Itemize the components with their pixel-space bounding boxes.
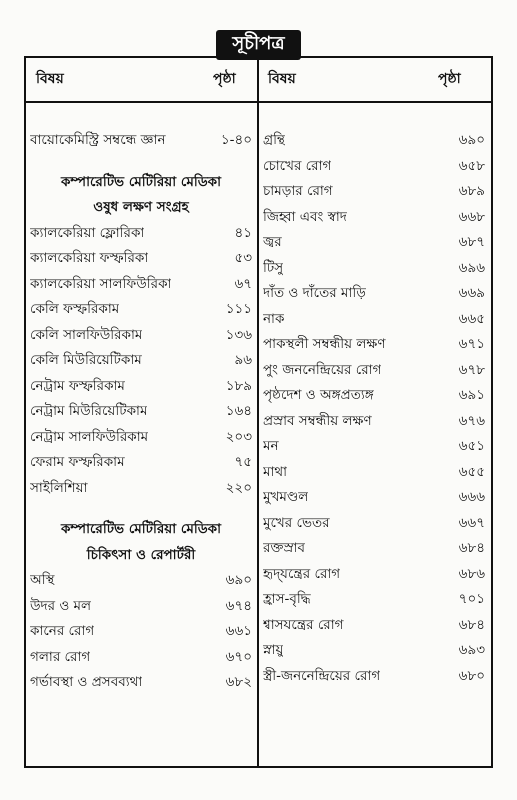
left-column bbox=[30, 112, 252, 696]
entry-title: হ্রাস-বৃদ্ধি bbox=[263, 591, 311, 608]
entry-title: উদর ও মল bbox=[30, 597, 92, 614]
entry-page-number: ৬৬৫ bbox=[458, 310, 485, 327]
contents-entry bbox=[30, 399, 252, 425]
contents-entry bbox=[30, 297, 252, 323]
entry-page-number: ৬৭৪ bbox=[225, 597, 252, 614]
entry-title: স্নায়ু bbox=[263, 642, 284, 659]
entry-title: চোখের রোগ bbox=[263, 157, 332, 174]
entry-page-number: ৬৫৫ bbox=[458, 463, 485, 480]
entry-title: চামড়ার রোগ bbox=[263, 183, 333, 200]
entry-title: পাকস্থলী সম্বন্ধীয় লক্ষণ bbox=[263, 336, 386, 353]
entry-title: মাথা bbox=[263, 463, 288, 480]
entry-page-number: ৬৯৬ bbox=[458, 259, 485, 276]
contents-entry bbox=[30, 425, 252, 451]
row-spacer bbox=[263, 112, 485, 128]
entry-title: মুখমণ্ডল bbox=[263, 489, 309, 506]
entry-page-number: ৬৮৬ bbox=[458, 565, 485, 582]
entry-page-number: ৬৮৯ bbox=[458, 183, 485, 200]
entry-page-number: ৬৯০ bbox=[458, 132, 485, 149]
entry-page-number: ৬৯০ bbox=[225, 572, 252, 589]
contents-entry bbox=[263, 409, 485, 435]
entry-title: নেট্রাম ফস্ফরিকাম bbox=[30, 377, 125, 394]
entry-page-number: ২২০ bbox=[225, 479, 252, 496]
entry-page-number: ৬৭৬ bbox=[458, 412, 485, 429]
entry-page-number: ৫৩ bbox=[234, 250, 252, 267]
page-title: সূচীপত্র bbox=[216, 30, 300, 60]
entry-title: ফেরাম ফস্ফরিকাম bbox=[30, 454, 125, 471]
entry-title: ক্যালকেরিয়া ফ্লোরিকা bbox=[30, 224, 145, 241]
entry-page-number: ৬৬৭ bbox=[458, 514, 485, 531]
contents-entry bbox=[263, 511, 485, 537]
entry-page-number: ৯৬ bbox=[234, 352, 252, 369]
entry-title: নেট্রাম সালফিউরিকাম bbox=[30, 428, 149, 445]
entry-title: কেলি মিউরিয়েটিকাম bbox=[30, 352, 142, 369]
entry-title: জিহ্বা এবং স্বাদ bbox=[263, 208, 347, 225]
contents-entry bbox=[263, 332, 485, 358]
contents-entry bbox=[30, 476, 252, 502]
entry-page-number: ৭৫ bbox=[234, 454, 252, 471]
contents-entry bbox=[263, 281, 485, 307]
contents-entry bbox=[263, 587, 485, 613]
contents-entry bbox=[263, 485, 485, 511]
contents-entry bbox=[263, 358, 485, 384]
entry-page-number: ৬৮৪ bbox=[458, 540, 485, 557]
contents-entry bbox=[30, 670, 252, 696]
entry-page-number: ৬৬৯ bbox=[458, 285, 485, 302]
contents-entry bbox=[263, 128, 485, 154]
entry-page-number: ৬৮৭ bbox=[458, 234, 485, 251]
entry-title: শ্বাসযন্ত্রের রোগ bbox=[263, 616, 344, 633]
contents-entry bbox=[263, 460, 485, 486]
entry-title: প্রস্রাব সম্বন্ধীয় লক্ষণ bbox=[263, 412, 372, 429]
entry-page-number: ৬৮৪ bbox=[458, 616, 485, 633]
contents-entry bbox=[30, 450, 252, 476]
entry-title: অস্থি bbox=[30, 572, 55, 589]
contents-entry bbox=[263, 179, 485, 205]
entry-page-number: ৬৭১ bbox=[458, 336, 485, 353]
entry-page-number: ৬৮০ bbox=[458, 667, 485, 684]
entry-title: ক্যালকেরিয়া ফস্ফরিকা bbox=[30, 250, 149, 267]
contents-entry bbox=[263, 562, 485, 588]
contents-entry bbox=[30, 568, 252, 594]
entry-page-number: ৬৯৩ bbox=[458, 642, 485, 659]
entry-page-number: ৬৯১ bbox=[458, 387, 485, 404]
entry-page-number: ৬৫৮ bbox=[458, 157, 485, 174]
right-column bbox=[263, 112, 485, 689]
entry-title: সাইলিশিয়া bbox=[30, 479, 88, 496]
entry-title: নেট্রাম মিউরিয়েটিকাম bbox=[30, 403, 148, 420]
entry-title: গর্ভাবস্থা ও প্রসবব্যথা bbox=[30, 674, 143, 691]
section-heading: কম্পারেটিভ মেটিরিয়া মেডিকা bbox=[60, 173, 221, 190]
entry-title: পুং জননেন্দ্রিয়ের রোগ bbox=[263, 361, 382, 378]
entry-title: মন bbox=[263, 438, 279, 455]
entry-title: পৃষ্ঠদেশ ও অঙ্গপ্রত্যঙ্গ bbox=[263, 387, 374, 404]
entry-title: জ্বর bbox=[263, 234, 282, 251]
entry-page-number: ৬৭০ bbox=[225, 648, 252, 665]
entry-title: ক্যালকেরিয়া সালফিউরিকা bbox=[30, 275, 172, 292]
contents-entry bbox=[30, 374, 252, 400]
entry-title: কানের রোগ bbox=[30, 623, 95, 640]
entry-page-number: ৭০১ bbox=[458, 591, 485, 608]
entry-title: গ্রন্থি bbox=[263, 132, 285, 149]
contents-entry bbox=[30, 272, 252, 298]
row-spacer bbox=[30, 154, 252, 170]
contents-entry bbox=[30, 323, 252, 349]
entry-title: নাক bbox=[263, 310, 285, 327]
left-subject-header: বিষয় bbox=[36, 71, 64, 87]
entry-page-number: ৬৭৮ bbox=[458, 361, 485, 378]
contents-entry bbox=[263, 536, 485, 562]
contents-entry bbox=[263, 307, 485, 333]
row-spacer bbox=[30, 112, 252, 128]
entry-page-number: ১-৪০ bbox=[220, 132, 252, 149]
left-page-header: পৃষ্ঠা bbox=[213, 71, 236, 87]
entry-title: মুখের ভেতর bbox=[263, 514, 330, 531]
entry-page-number: ১৬৪ bbox=[225, 403, 252, 420]
contents-entry bbox=[263, 154, 485, 180]
contents-entry bbox=[263, 256, 485, 282]
row-spacer bbox=[30, 501, 252, 517]
entry-title: হৃদ্‌যন্ত্রের রোগ bbox=[263, 565, 341, 582]
entry-page-number: ৬৬৬ bbox=[458, 489, 485, 506]
column-divider bbox=[257, 56, 259, 768]
entry-page-number: ১১১ bbox=[225, 301, 252, 318]
entry-title: দাঁত ও দাঁতের মাড়ি bbox=[263, 285, 366, 302]
entry-title: কেলি সালফিউরিকাম bbox=[30, 326, 143, 343]
right-page-header: পৃষ্ঠা bbox=[438, 71, 461, 87]
entry-title: কেলি ফস্ফরিকাম bbox=[30, 301, 120, 318]
contents-entry bbox=[30, 221, 252, 247]
section-heading: চিকিৎসা ও রেপার্টরী bbox=[86, 546, 196, 563]
entry-page-number: ৪১ bbox=[234, 224, 252, 241]
entry-page-number: ৬৮২ bbox=[225, 674, 252, 691]
entry-page-number: ১৮৯ bbox=[225, 377, 252, 394]
contents-entry bbox=[30, 348, 252, 374]
entry-page-number: ৬৬৮ bbox=[458, 208, 485, 225]
entry-page-number: ৬৭ bbox=[234, 275, 252, 292]
contents-entry bbox=[263, 230, 485, 256]
section-heading: কম্পারেটিভ মেটিরিয়া মেডিকা bbox=[60, 521, 221, 538]
contents-entry bbox=[30, 128, 252, 154]
entry-title: বায়োকেমিস্ট্রি সম্বন্ধে জ্ঞান bbox=[30, 132, 166, 149]
contents-entry bbox=[30, 246, 252, 272]
contents-entry bbox=[30, 645, 252, 671]
entry-page-number: ৬৫১ bbox=[458, 438, 485, 455]
entry-page-number: ৬৬১ bbox=[225, 623, 252, 640]
section-heading: ওষুধ লক্ষণ সংগ্রহ bbox=[93, 199, 189, 216]
entry-page-number: ২০৩ bbox=[225, 428, 252, 445]
contents-entry bbox=[263, 434, 485, 460]
contents-entry bbox=[263, 613, 485, 639]
entry-title: গলার রোগ bbox=[30, 648, 91, 665]
contents-entry bbox=[263, 383, 485, 409]
entry-page-number: ১৩৬ bbox=[225, 326, 252, 343]
contents-entry bbox=[30, 619, 252, 645]
contents-entry bbox=[263, 205, 485, 231]
contents-entry bbox=[263, 638, 485, 664]
contents-entry bbox=[30, 594, 252, 620]
entry-title: স্ত্রী-জননেন্দ্রিয়ের রোগ bbox=[263, 667, 381, 684]
contents-entry bbox=[263, 664, 485, 690]
right-subject-header: বিষয় bbox=[268, 71, 296, 87]
entry-title: টিসু bbox=[263, 259, 284, 276]
entry-title: রক্তস্রাব bbox=[263, 540, 305, 557]
